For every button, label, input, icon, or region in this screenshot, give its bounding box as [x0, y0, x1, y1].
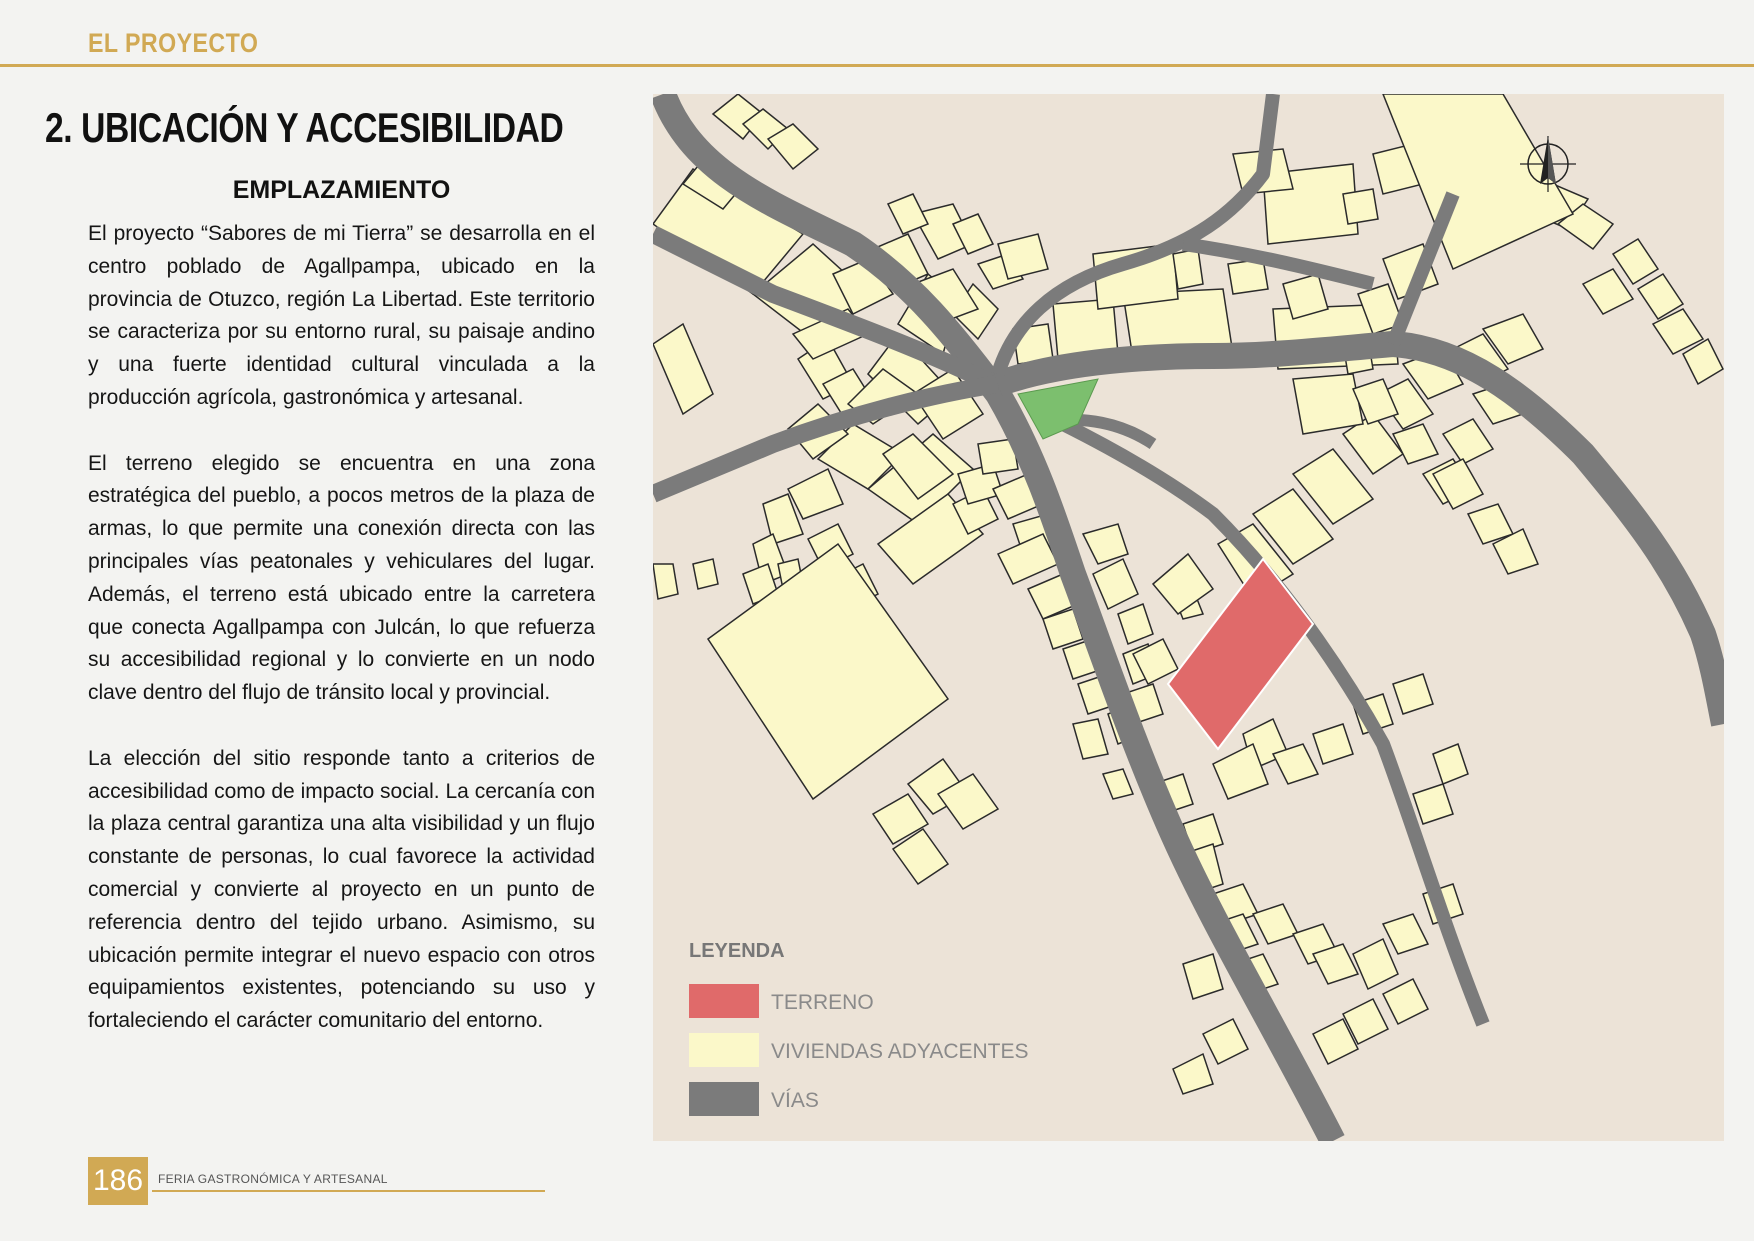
section-title: 2. UBICACIÓN Y ACCESIBILIDAD [45, 104, 564, 151]
footer-rule [152, 1190, 545, 1192]
legend-swatch-terreno [689, 984, 759, 1018]
legend-swatch-viviendas [689, 1033, 759, 1067]
legend-title: LEYENDA [689, 940, 785, 962]
paragraph-3: La elección del sitio responde tanto a criterios de accesibilidad como de impacto social. La cercanía con la plaza central garantiza una alta visibilidad y un flujo constante de personas, lo cual favorece la actividad comercial y convierte al proyecto en un punto de referencia dentro del tejido urbano. Asimismo, su ubicación permite integrar el nuevo espacio con otros equipamientos existentes, potenciando su uso y fortaleciendo el carácter comunitario del entorno. [88, 746, 595, 1033]
page-number: 186 [88, 1157, 148, 1205]
location-map [653, 94, 1724, 1141]
footer-text: FERIA GASTRONÓMICA Y ARTESANAL [158, 1172, 388, 1186]
paragraph-1: El proyecto “Sabores de mi Tierra” se desarrolla en el centro poblado de Agallpampa, ubicado en la provincia de Otuzco, región La Libertad. Este territorio se caracteriza por su entorno rural, su paisaje andino y una fuerte identidad cultural vinculada a la producción agrícola, gastronómica y artesanal. [88, 222, 595, 409]
legend-label-vias: VÍAS [771, 1089, 819, 1112]
legend-label-terreno: TERRENO [771, 991, 874, 1014]
header-label: EL PROYECTO [88, 28, 259, 58]
header-rule [0, 64, 1754, 67]
paragraph-2: El terreno elegido se encuentra en una zona estratégica del pueblo, a pocos metros de la plaza de armas, lo que permite una conexión directa con las principales vías peatonales y vehiculares del lugar. Además, el terreno está ubicado entre la carretera que conecta Agallpampa con Julcán, lo que refuerza su accesibilidad regional y lo convierte en un nodo clave dentro del flujo de tránsito local y provincial. [88, 451, 595, 705]
body-text [88, 218, 595, 1071]
map-drawing [653, 94, 1724, 1141]
sub-title: EMPLAZAMIENTO [232, 176, 451, 204]
legend-swatch-vias [689, 1082, 759, 1116]
legend-label-viviendas: VIVIENDAS ADYACENTES [771, 1040, 1029, 1063]
